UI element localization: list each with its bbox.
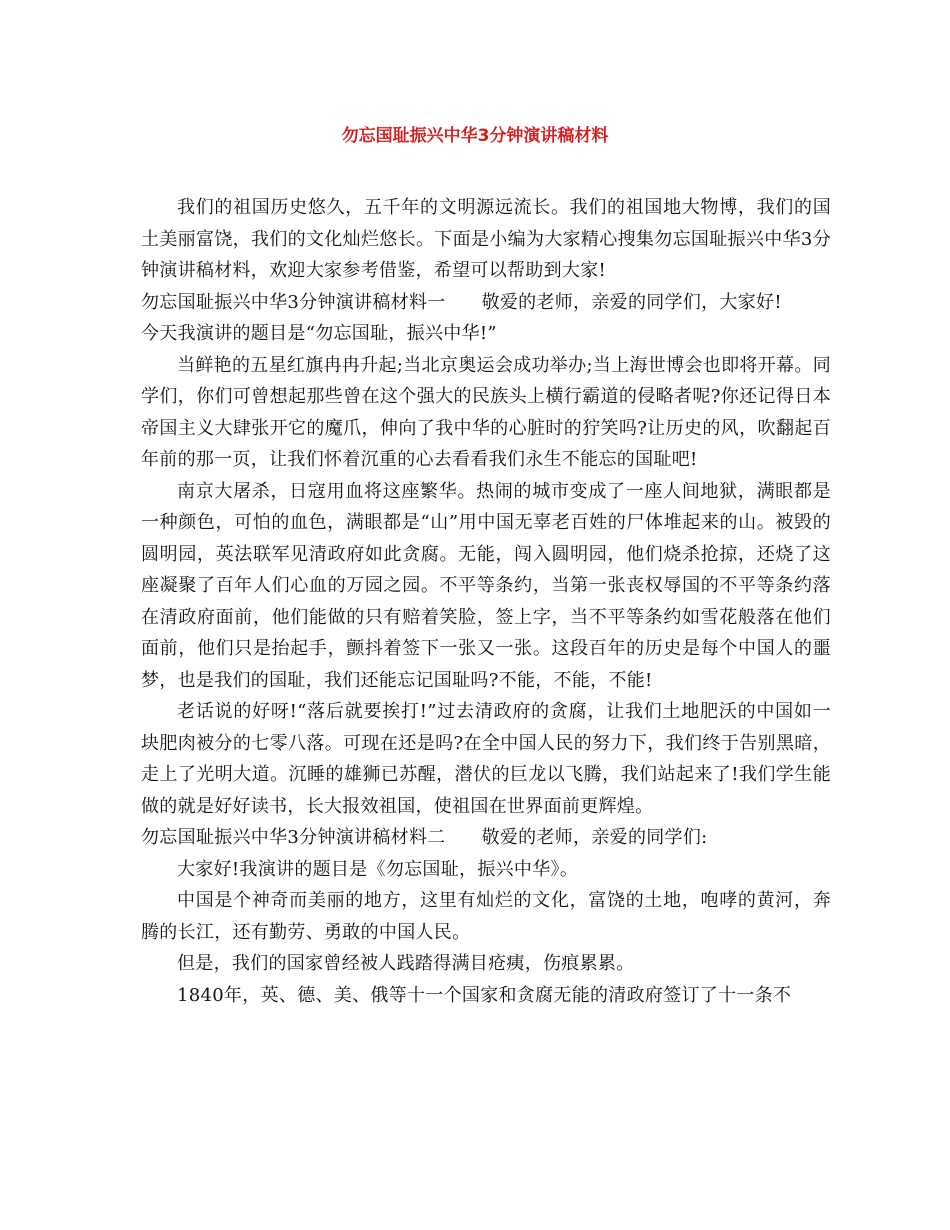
section-1-heading: 勿忘国耻振兴中华3分钟演讲稿材料一: [141, 291, 446, 313]
section-2-heading-line: [141, 822, 831, 854]
intro-paragraph: 我们的祖国历史悠久，五千年的文明源远流长。我们的祖国地大物博，我们的国土美丽富饶，我们的文化灿烂悠长。下面是小编为大家精心搜集勿忘国耻振兴中华3分钟演讲稿材料，欢迎大家参考借鉴，希望可以帮助到大家!: [141, 197, 831, 281]
document-body: [141, 192, 831, 1011]
section-1-topic: 今天我演讲的题目是“勿忘国耻，振兴中华!”: [141, 323, 497, 344]
section-1-paragraph: 当鲜艳的五星红旗冉冉升起;当北京奥运会成功举办;当上海世博会也即将开幕。同学们，你们可曾想起那些曾在这个强大的民族头上横行霸道的侵略者呢?你还记得日本帝国主义大肆张开它的魔爪，伸向了我中华的心脏时的狞笑吗?让历史的风，吹翻起百年前的那一页，让我们怀着沉重的心去看看我们永生不能忘的国耻吧!: [141, 354, 831, 470]
section-2-paragraph: 大家好!我演讲的题目是《勿忘国耻，振兴中华》。: [177, 858, 579, 880]
section-2-paragraph: 但是，我们的国家曾经被人践踏得满目疮痍，伤痕累累。: [177, 953, 635, 974]
section-2-paragraph: 中国是个神奇而美丽的地方，这里有灿烂的文化，富饶的土地，咆哮的黄河，奔腾的长江，还有勤劳、勇敢的中国人民。: [141, 890, 831, 943]
section-2-greeting: 敬爱的老师，亲爱的同学们:: [481, 827, 708, 848]
section-1-paragraph: 南京大屠杀，日寇用血将这座繁华。热闹的城市变成了一座人间地狱，满眼都是一种颜色，可怕的血色，满眼都是“山”用中国无辜老百姓的尸体堆起来的山。被毁的圆明园，英法联军见清政府如此贪腐。无能，闯入圆明园，他们烧杀抢掠，还烧了这座凝聚了百年人们心血的万园之园。不平等条约，当第一张丧权辱国的不平等条约落在清政府面前，他们能做的只有赔着笑脸，签上字，当不平等条约如雪花般落在他们面前，他们只是抬起手，颤抖着签下一张又一张。这段百年的历史是每个中国人的噩梦，也是我们的国耻，我们还能忘记国耻吗?不能，不能，不能!: [141, 480, 831, 691]
section-1-paragraph: 老话说的好呀!“落后就要挨打!”过去清政府的贪腐，让我们土地肥沃的中国如一块肥肉被分的七零八落。可现在还是吗?在全中国人民的努力下，我们终于告别黑暗，走上了光明大道。沉睡的雄狮已苏醒，潜伏的巨龙以飞腾，我们站起来了!我们学生能做的就是好好读书，长大报效祖国，使祖国在世界面前更辉煌。: [141, 701, 831, 817]
section-1-heading-line: [141, 287, 831, 319]
section-2-heading: 勿忘国耻振兴中华3分钟演讲稿材料二: [141, 827, 446, 848]
section-1-greeting: 敬爱的老师，亲爱的同学们，大家好!: [481, 291, 782, 313]
document-title: 勿忘国耻振兴中华3分钟演讲稿材料: [341, 126, 609, 146]
section-2-paragraph: 1840年，英、德、美、俄等十一个国家和贪腐无能的清政府签订了十一条不: [177, 984, 792, 1006]
